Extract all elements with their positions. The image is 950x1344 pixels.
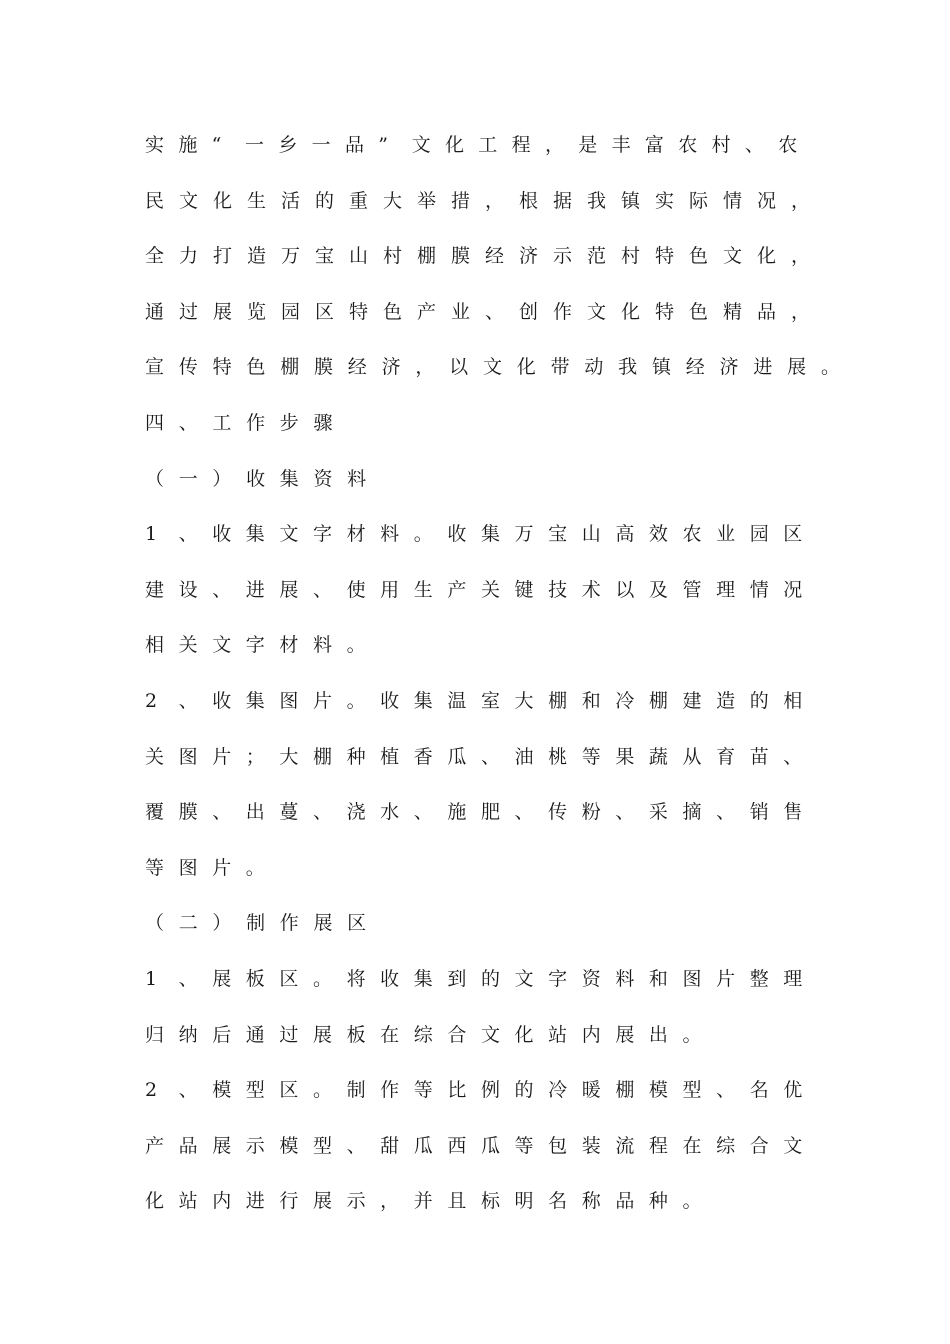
text-line: 化 站 内 进 行 展 示 ， 并 且 标 明 名 称 品 种 。: [145, 1190, 702, 1213]
text-line: （ 一 ） 收 集 资 料: [145, 467, 367, 490]
text-line: 四 、 工 作 步 骤: [145, 412, 333, 434]
text-line: 实 施 “ 一 乡 一 品 ” 文 化 工 程 ， 是 丰 富 农 村 、 农: [145, 134, 798, 156]
text-line: 2 、 收 集 图 片 。 收 集 温 室 大 棚 和 冷 棚 建 造 的 相: [145, 690, 803, 712]
text-line: 关 图 片 ； 大 棚 种 植 香 瓜 、 油 桃 等 果 蔬 从 育 苗 、: [145, 745, 803, 768]
text-line: 建 设 、 进 展 、 使 用 生 产 关 键 技 术 以 及 管 理 情 况: [145, 578, 803, 601]
text-line: 全 力 打 造 万 宝 山 村 棚 膜 经 济 示 范 村 特 色 文 化 ，: [145, 245, 811, 268]
text-line: 覆 膜 、 出 蔓 、 浇 水 、 施 肥 、 传 粉 、 采 摘 、 销 售: [145, 801, 803, 824]
text-line: 等 图 片 。: [145, 856, 265, 879]
text-line: （ 二 ） 制 作 展 区: [145, 912, 367, 935]
text-line: 归 纳 后 通 过 展 板 在 综 合 文 化 站 内 展 出 。: [145, 1023, 702, 1046]
text-line: 民 文 化 生 活 的 重 大 举 措 ， 根 据 我 镇 实 际 情 况 ，: [145, 189, 811, 212]
text-line: 通 过 展 览 园 区 特 色 产 业 、 创 作 文 化 特 色 精 品 ，: [145, 300, 811, 323]
text-line: 1 、 展 板 区 。 将 收 集 到 的 文 字 资 料 和 图 片 整 理: [145, 968, 803, 990]
text-line: 宣 传 特 色 棚 膜 经 济 ， 以 文 化 带 动 我 镇 经 济 进 展 。: [145, 356, 840, 379]
text-line: 相 关 文 字 材 料 。: [145, 634, 366, 657]
text-line: 1 、 收 集 文 字 材 料 。 收 集 万 宝 山 高 效 农 业 园 区: [145, 523, 803, 546]
text-line: 2 、 模 型 区 。 制 作 等 比 例 的 冷 暖 棚 模 型 、 名 优: [145, 1079, 803, 1102]
text-line: 产 品 展 示 模 型 、 甜 瓜 西 瓜 等 包 装 流 程 在 综 合 文: [145, 1134, 803, 1157]
